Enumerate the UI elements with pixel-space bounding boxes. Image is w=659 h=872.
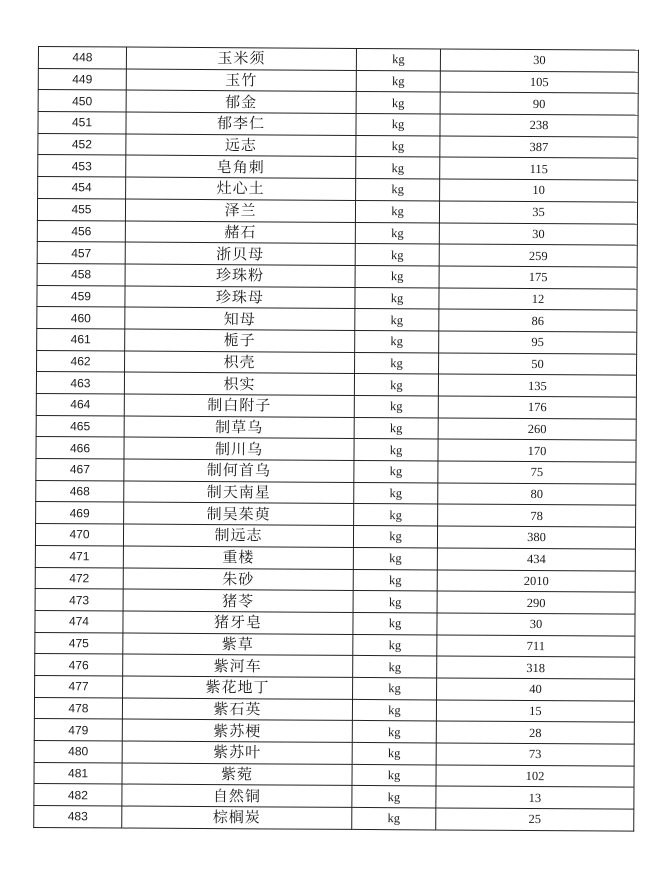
unit-cell: kg <box>355 352 439 374</box>
quantity-cell: 2010 <box>437 569 635 592</box>
row-number-cell: 452 <box>38 133 126 155</box>
row-number-cell: 470 <box>35 524 123 546</box>
herb-name-cell: 郁金 <box>126 90 356 113</box>
herb-name-cell: 远志 <box>126 134 356 157</box>
quantity-cell: 12 <box>439 288 637 311</box>
quantity-cell: 176 <box>438 396 636 419</box>
row-number-cell: 451 <box>38 112 126 134</box>
quantity-cell: 434 <box>437 548 635 571</box>
unit-cell: kg <box>356 92 440 114</box>
row-number-cell: 478 <box>34 697 122 719</box>
unit-cell: kg <box>356 114 440 136</box>
herb-name-cell: 制川乌 <box>124 437 354 460</box>
row-number-cell: 475 <box>35 632 123 654</box>
quantity-cell: 30 <box>439 222 637 245</box>
herb-name-cell: 制远志 <box>123 524 353 547</box>
row-number-cell: 468 <box>36 480 124 502</box>
quantity-cell: 73 <box>436 743 634 766</box>
unit-cell: kg <box>353 526 437 548</box>
unit-cell: kg <box>353 634 437 656</box>
unit-cell: kg <box>354 482 438 504</box>
quantity-cell: 290 <box>437 591 635 614</box>
row-number-cell: 464 <box>36 393 124 415</box>
unit-cell: kg <box>356 135 440 157</box>
herb-name-cell: 紫花地丁 <box>123 676 353 699</box>
row-number-cell: 465 <box>36 415 124 437</box>
quantity-cell: 80 <box>438 483 636 506</box>
unit-cell: kg <box>354 395 438 417</box>
herb-name-cell: 紫草 <box>123 633 353 656</box>
unit-cell: kg <box>355 287 439 309</box>
table-body <box>34 47 639 831</box>
herb-name-cell: 浙贝母 <box>125 242 355 265</box>
unit-cell: kg <box>354 461 438 483</box>
row-number-cell: 456 <box>37 220 125 242</box>
unit-cell: kg <box>354 439 438 461</box>
unit-cell: kg <box>352 786 436 808</box>
row-number-cell: 477 <box>35 675 123 697</box>
row-number-cell: 474 <box>35 610 123 632</box>
row-number-cell: 460 <box>37 307 125 329</box>
quantity-cell: 175 <box>439 266 637 289</box>
quantity-cell: 102 <box>436 765 634 788</box>
quantity-cell: 170 <box>438 439 636 462</box>
unit-cell: kg <box>352 721 436 743</box>
herb-name-cell: 枳壳 <box>125 351 355 374</box>
herb-quantity-table <box>33 46 639 831</box>
herb-name-cell: 猪苓 <box>123 589 353 612</box>
row-number-cell: 471 <box>35 545 123 567</box>
herb-name-cell: 棕榈炭 <box>122 806 352 829</box>
herb-name-cell: 紫苏叶 <box>122 741 352 764</box>
herb-name-cell: 制白附子 <box>124 394 354 417</box>
row-number-cell: 461 <box>37 328 125 350</box>
herb-name-cell: 珍珠母 <box>125 286 355 309</box>
row-number-cell: 467 <box>36 459 124 481</box>
herb-name-cell: 制何首乌 <box>124 459 354 482</box>
quantity-cell: 10 <box>440 179 638 202</box>
herb-name-cell: 栀子 <box>125 329 355 352</box>
quantity-cell: 238 <box>440 114 638 137</box>
row-number-cell: 458 <box>37 263 125 285</box>
quantity-cell: 135 <box>438 374 636 397</box>
herb-name-cell: 制吴茱萸 <box>124 502 354 525</box>
herb-name-cell: 紫石英 <box>122 698 352 721</box>
unit-cell: kg <box>356 48 440 70</box>
unit-cell: kg <box>355 200 439 222</box>
herb-name-cell: 珍珠粉 <box>125 264 355 287</box>
quantity-cell: 50 <box>439 353 637 376</box>
row-number-cell: 481 <box>34 762 122 784</box>
row-number-cell: 466 <box>36 437 124 459</box>
row-number-cell: 459 <box>37 285 125 307</box>
quantity-cell: 35 <box>439 201 637 224</box>
quantity-cell: 105 <box>440 71 638 94</box>
row-number-cell: 473 <box>35 589 123 611</box>
herb-name-cell: 猪牙皂 <box>123 611 353 634</box>
unit-cell: kg <box>353 547 437 569</box>
unit-cell: kg <box>352 807 436 829</box>
quantity-cell: 259 <box>439 244 637 267</box>
quantity-cell: 13 <box>436 786 634 809</box>
quantity-cell: 711 <box>437 635 635 658</box>
row-number-cell: 454 <box>38 177 126 199</box>
row-number-cell: 448 <box>38 47 126 69</box>
row-number-cell: 479 <box>34 719 122 741</box>
herb-name-cell: 制草乌 <box>124 416 354 439</box>
unit-cell: kg <box>353 656 437 678</box>
quantity-cell: 40 <box>437 678 635 701</box>
row-number-cell: 476 <box>35 654 123 676</box>
herb-name-cell: 朱砂 <box>123 568 353 591</box>
unit-cell: kg <box>355 244 439 266</box>
unit-cell: kg <box>352 699 436 721</box>
quantity-cell: 380 <box>437 526 635 549</box>
unit-cell: kg <box>356 70 440 92</box>
quantity-cell: 25 <box>436 808 634 831</box>
quantity-cell: 318 <box>437 656 635 679</box>
quantity-cell: 260 <box>438 418 636 441</box>
row-number-cell: 457 <box>37 242 125 264</box>
herb-name-cell: 紫苏梗 <box>122 719 352 742</box>
unit-cell: kg <box>353 569 437 591</box>
herb-name-cell: 知母 <box>125 307 355 330</box>
quantity-cell: 28 <box>436 721 634 744</box>
row-number-cell: 453 <box>38 155 126 177</box>
quantity-cell: 90 <box>440 92 638 115</box>
unit-cell: kg <box>355 309 439 331</box>
herb-name-cell: 自然铜 <box>122 784 352 807</box>
row-number-cell: 462 <box>37 350 125 372</box>
unit-cell: kg <box>355 265 439 287</box>
herb-name-cell: 郁李仁 <box>126 112 356 135</box>
unit-cell: kg <box>352 742 436 764</box>
unit-cell: kg <box>356 179 440 201</box>
row-number-cell: 450 <box>38 90 126 112</box>
table-row <box>34 806 634 831</box>
row-number-cell: 469 <box>36 502 124 524</box>
quantity-cell: 75 <box>438 461 636 484</box>
herb-name-cell: 灶心土 <box>126 177 356 200</box>
unit-cell: kg <box>353 677 437 699</box>
unit-cell: kg <box>353 591 437 613</box>
herb-name-cell: 制天南星 <box>124 481 354 504</box>
unit-cell: kg <box>355 330 439 352</box>
quantity-cell: 30 <box>440 49 638 72</box>
unit-cell: kg <box>353 612 437 634</box>
quantity-cell: 78 <box>438 504 636 527</box>
quantity-cell: 86 <box>439 309 637 332</box>
unit-cell: kg <box>354 417 438 439</box>
unit-cell: kg <box>354 504 438 526</box>
herb-name-cell: 紫河车 <box>123 654 353 677</box>
quantity-cell: 15 <box>436 700 634 723</box>
unit-cell: kg <box>352 764 436 786</box>
herb-name-cell: 赭石 <box>125 221 355 244</box>
herb-name-cell: 皂角刺 <box>126 155 356 178</box>
row-number-cell: 455 <box>37 198 125 220</box>
row-number-cell: 483 <box>34 806 122 828</box>
herb-name-cell: 重楼 <box>123 546 353 569</box>
row-number-cell: 463 <box>36 372 124 394</box>
herb-name-cell: 玉米须 <box>126 47 356 70</box>
unit-cell: kg <box>355 222 439 244</box>
quantity-cell: 30 <box>437 613 635 636</box>
herb-name-cell: 泽兰 <box>125 199 355 222</box>
herb-name-cell: 枳实 <box>124 372 354 395</box>
unit-cell: kg <box>354 374 438 396</box>
quantity-cell: 387 <box>440 136 638 159</box>
row-number-cell: 480 <box>34 740 122 762</box>
quantity-cell: 95 <box>439 331 637 354</box>
quantity-cell: 115 <box>440 157 638 180</box>
row-number-cell: 482 <box>34 784 122 806</box>
row-number-cell: 472 <box>35 567 123 589</box>
herb-name-cell: 紫菀 <box>122 763 352 786</box>
herb-name-cell: 玉竹 <box>126 69 356 92</box>
row-number-cell: 449 <box>38 68 126 90</box>
document-page <box>33 46 638 831</box>
unit-cell: kg <box>356 157 440 179</box>
